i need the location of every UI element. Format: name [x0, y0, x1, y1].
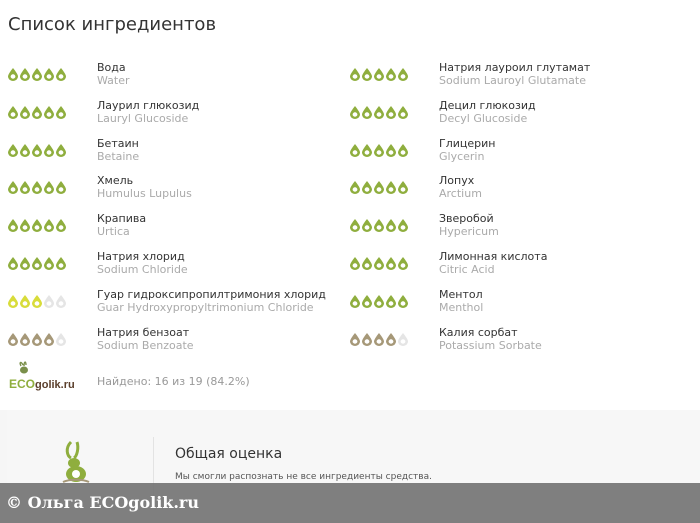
drop-icon [32, 106, 42, 119]
drop-icon [374, 333, 384, 346]
drop-icon [398, 257, 408, 270]
drop-icon [350, 333, 360, 346]
drop-icon [374, 181, 384, 194]
drop-icon [350, 295, 360, 308]
drop-icon [8, 144, 18, 157]
drop-icon [386, 144, 396, 157]
drop-icon [386, 181, 396, 194]
ingredient-names [97, 326, 194, 352]
safety-rating [8, 219, 66, 232]
drop-icon [44, 181, 54, 194]
drop-icon [374, 106, 384, 119]
drop-icon [386, 333, 396, 346]
drop-icon [32, 333, 42, 346]
drop-icon [374, 144, 384, 157]
rabbit-logo-icon [9, 361, 87, 391]
ingredient-name-ru: Вода [97, 61, 126, 74]
ingredient-name-ru: Децил глюкозид [439, 98, 536, 112]
drop-icon [374, 257, 384, 270]
drop-icon [32, 68, 42, 81]
drop-icon [374, 68, 384, 81]
ingredient-names [439, 61, 590, 87]
drop-icon [44, 106, 54, 119]
drop-icon [386, 219, 396, 232]
drop-icon [386, 257, 396, 270]
overall-text: Мы смогли распознать не все ингредиенты средства. [175, 472, 432, 482]
logo-eco-text: ECO [9, 377, 36, 391]
ingredient-name-latin: Menthol [439, 300, 484, 314]
ingredient-names [97, 288, 326, 314]
drop-icon [362, 257, 372, 270]
ingredient-name-latin: Humulus Lupulus [97, 187, 192, 201]
drop-icon [398, 106, 408, 119]
drop-icon [32, 257, 42, 270]
ingredient-names [439, 250, 547, 276]
drop-icon [398, 68, 408, 81]
safety-rating [8, 257, 66, 270]
safety-rating [350, 181, 408, 194]
drop-icon [56, 68, 66, 81]
ingredient-names [439, 212, 499, 238]
drop-icon [398, 295, 408, 308]
ingredient-name-ru: Ментол [439, 287, 483, 301]
drop-icon [8, 295, 18, 308]
ingredient-name-latin: Glycerin [439, 149, 485, 163]
ingredient-name-latin: Potassium Sorbate [439, 338, 542, 352]
drop-icon [350, 219, 360, 232]
ingredient-names [439, 99, 536, 125]
drop-icon [8, 219, 18, 232]
ingredient-name-ru: Натрия бензоат [97, 325, 190, 339]
safety-rating [350, 144, 408, 157]
ingredient-name-latin: Water [97, 74, 130, 87]
drop-icon [44, 68, 54, 81]
drop-icon [56, 219, 66, 232]
drop-icon [20, 144, 30, 157]
ingredient-name-ru: Лопух [439, 174, 475, 188]
ingredient-names [97, 174, 192, 200]
drop-icon [32, 181, 42, 194]
drop-icon [362, 181, 372, 194]
ingredient-name-latin: Hypericum [439, 225, 499, 239]
drop-icon [386, 106, 396, 119]
drop-icon [398, 333, 408, 346]
ingredient-names [97, 212, 146, 238]
drop-icon [56, 106, 66, 119]
ingredient-name-ru: Зверобой [439, 212, 494, 226]
found-count: Найдено: 16 из 19 (84.2%) [97, 375, 250, 388]
ingredient-names [97, 99, 199, 125]
safety-rating [8, 333, 66, 346]
safety-rating [350, 333, 408, 346]
drop-icon [32, 144, 42, 157]
ingredient-names [439, 288, 483, 314]
drop-icon [56, 181, 66, 194]
ingredient-names [439, 137, 495, 163]
ingredient-name-ru: Калия сорбат [439, 325, 518, 339]
safety-rating [350, 68, 408, 81]
drop-icon [56, 295, 66, 308]
drop-icon [8, 181, 18, 194]
drop-icon [20, 68, 30, 81]
drop-icon [362, 333, 372, 346]
drop-icon [362, 106, 372, 119]
drop-icon [350, 68, 360, 81]
drop-icon [386, 295, 396, 308]
ingredient-name-latin: Sodium Chloride [97, 263, 188, 276]
drop-icon [398, 144, 408, 157]
page-title: Список ингредиентов [8, 14, 217, 35]
drop-icon [44, 333, 54, 346]
drop-icon [362, 68, 372, 81]
ingredient-name-latin: Betaine [97, 149, 140, 163]
ingredient-name-ru: Лаурил глюкозид [97, 98, 200, 112]
drop-icon [20, 219, 30, 232]
ingredient-name-latin: Decyl Glucoside [439, 111, 528, 125]
drop-icon [8, 257, 18, 270]
ingredient-names [439, 326, 542, 352]
ingredient-name-latin: Arctium [439, 187, 482, 201]
logo-golik-text: golik.ru [35, 379, 75, 391]
ingredient-name-ru: Натрия хлорид [97, 250, 185, 263]
safety-rating [8, 106, 66, 119]
drop-icon [20, 295, 30, 308]
overall-title: Общая оценка [175, 446, 283, 462]
drop-icon [350, 144, 360, 157]
ingredient-names [439, 174, 482, 200]
safety-rating [8, 181, 66, 194]
drop-icon [362, 219, 372, 232]
drop-icon [362, 144, 372, 157]
drop-icon [44, 295, 54, 308]
ingredient-names [97, 137, 139, 163]
ingredient-name-latin: Urtica [97, 225, 130, 239]
drop-icon [8, 68, 18, 81]
ingredient-name-latin: Sodium Lauroyl Glutamate [439, 74, 586, 87]
ingredient-name-latin: Sodium Benzoate [97, 338, 194, 352]
drop-icon [56, 257, 66, 270]
safety-rating [8, 144, 66, 157]
ingredient-name-ru: Бетаин [97, 136, 139, 150]
drop-icon [20, 106, 30, 119]
drop-icon [20, 257, 30, 270]
drop-icon [44, 257, 54, 270]
copyright-watermark: © Ольга ECOgolik.ru [0, 483, 700, 523]
ingredient-names [97, 250, 188, 276]
ingredient-name-latin: Lauryl Glucoside [97, 111, 189, 125]
ingredient-name-ru: Лимонная кислота [439, 250, 548, 263]
ingredient-name-ru: Глицерин [439, 136, 496, 150]
drop-icon [350, 181, 360, 194]
drop-icon [350, 257, 360, 270]
drop-icon [398, 181, 408, 194]
safety-rating [8, 68, 66, 81]
drop-icon [398, 219, 408, 232]
drop-icon [374, 219, 384, 232]
ingredient-name-latin: Citric Acid [439, 263, 495, 276]
drop-icon [44, 219, 54, 232]
ingredient-names [97, 61, 130, 87]
ecogolik-logo[interactable] [9, 361, 87, 391]
ingredient-name-ru: Гуар гидроксипропилтримония хлорид [97, 287, 326, 301]
ingredient-name-ru: Натрия лауроил глутамат [439, 61, 591, 74]
ingredient-name-ru: Хмель [97, 174, 134, 188]
rabbit-icon [55, 440, 95, 488]
safety-rating [8, 295, 66, 308]
drop-icon [350, 106, 360, 119]
safety-rating [350, 219, 408, 232]
drop-icon [56, 333, 66, 346]
drop-icon [20, 181, 30, 194]
drop-icon [8, 333, 18, 346]
ingredient-name-latin: Guar Hydroxypropyltrimonium Chloride [97, 300, 314, 314]
drop-icon [32, 295, 42, 308]
drop-icon [374, 295, 384, 308]
safety-rating [350, 257, 408, 270]
safety-rating [350, 295, 408, 308]
drop-icon [20, 333, 30, 346]
drop-icon [32, 219, 42, 232]
drop-icon [56, 144, 66, 157]
drop-icon [8, 106, 18, 119]
drop-icon [44, 144, 54, 157]
drop-icon [386, 68, 396, 81]
safety-rating [350, 106, 408, 119]
drop-icon [362, 295, 372, 308]
ingredient-name-ru: Крапива [97, 212, 147, 226]
